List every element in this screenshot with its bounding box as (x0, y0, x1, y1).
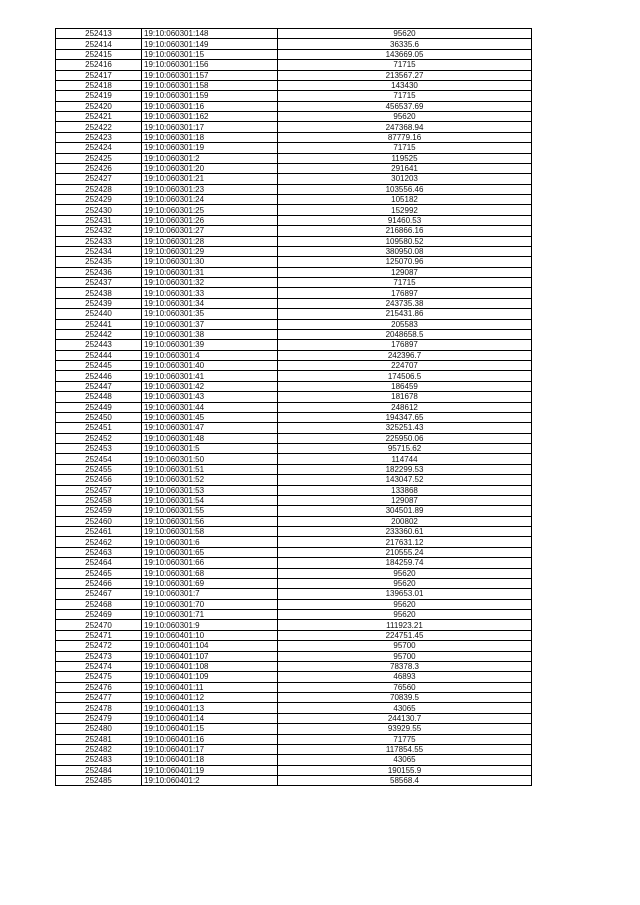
cadastral-number-cell: 19:10:060401:104 (142, 641, 278, 651)
row-number-cell: 252464 (56, 558, 142, 568)
table-row (56, 288, 532, 298)
table-row (56, 340, 532, 350)
cadastral-value-cell: 129087 (278, 495, 532, 505)
table-row (56, 495, 532, 505)
cadastral-value-cell: 216866.16 (278, 226, 532, 236)
cadastral-number-cell: 19:10:060401:108 (142, 661, 278, 671)
row-number-cell: 252415 (56, 49, 142, 59)
row-number-cell: 252484 (56, 765, 142, 775)
cadastral-value-cell: 46893 (278, 672, 532, 682)
cadastral-number-cell: 19:10:060301:39 (142, 340, 278, 350)
cadastral-value-cell: 301203 (278, 174, 532, 184)
row-number-cell: 252481 (56, 734, 142, 744)
cadastral-value-cell: 43065 (278, 755, 532, 765)
row-number-cell: 252485 (56, 776, 142, 786)
table-row (56, 226, 532, 236)
cadastral-value-cell: 247368.94 (278, 122, 532, 132)
row-number-cell: 252456 (56, 475, 142, 485)
cadastral-value-cell: 114744 (278, 454, 532, 464)
row-number-cell: 252450 (56, 412, 142, 422)
cadastral-number-cell: 19:10:060301:38 (142, 329, 278, 339)
cadastral-value-cell: 58568.4 (278, 776, 532, 786)
row-number-cell: 252417 (56, 70, 142, 80)
table-row (56, 734, 532, 744)
cadastral-number-cell: 19:10:060301:26 (142, 215, 278, 225)
row-number-cell: 252426 (56, 163, 142, 173)
cadastral-value-cell: 186459 (278, 381, 532, 391)
table-row (56, 122, 532, 132)
cadastral-number-cell: 19:10:060301:47 (142, 423, 278, 433)
row-number-cell: 252477 (56, 693, 142, 703)
row-number-cell: 252427 (56, 174, 142, 184)
cadastral-value-cell: 210555.24 (278, 547, 532, 557)
cadastral-number-cell: 19:10:060301:54 (142, 495, 278, 505)
cadastral-value-cell: 213567.27 (278, 70, 532, 80)
table-row (56, 402, 532, 412)
table-row (56, 610, 532, 620)
cadastral-number-cell: 19:10:060301:18 (142, 132, 278, 142)
cadastral-value-cell: 125070.96 (278, 257, 532, 267)
row-number-cell: 252467 (56, 589, 142, 599)
row-number-cell: 252457 (56, 485, 142, 495)
table-row (56, 174, 532, 184)
cadastral-value-cell: 248612 (278, 402, 532, 412)
row-number-cell: 252433 (56, 236, 142, 246)
table-row (56, 423, 532, 433)
table-row (56, 558, 532, 568)
cadastral-number-cell: 19:10:060301:52 (142, 475, 278, 485)
cadastral-value-cell: 71715 (278, 143, 532, 153)
cadastral-value-cell: 103556.46 (278, 184, 532, 194)
row-number-cell: 252420 (56, 101, 142, 111)
cadastral-number-cell: 19:10:060301:43 (142, 392, 278, 402)
cadastral-value-cell: 95620 (278, 599, 532, 609)
cadastral-value-cell: 233360.61 (278, 527, 532, 537)
table-row (56, 39, 532, 49)
row-number-cell: 252455 (56, 464, 142, 474)
row-number-cell: 252413 (56, 29, 142, 39)
cadastral-value-cell: 95620 (278, 578, 532, 588)
cadastral-number-cell: 19:10:060401:109 (142, 672, 278, 682)
cadastral-value-cell: 244130.7 (278, 713, 532, 723)
cadastral-number-cell: 19:10:060301:23 (142, 184, 278, 194)
row-number-cell: 252480 (56, 724, 142, 734)
row-number-cell: 252447 (56, 381, 142, 391)
table-row (56, 630, 532, 640)
cadastral-number-cell: 19:10:060301:159 (142, 91, 278, 101)
cadastral-value-cell: 95715.62 (278, 444, 532, 454)
cadastral-number-cell: 19:10:060301:31 (142, 267, 278, 277)
table-row (56, 672, 532, 682)
cadastral-number-cell: 19:10:060301:21 (142, 174, 278, 184)
table-row (56, 112, 532, 122)
table-row (56, 381, 532, 391)
cadastral-number-cell: 19:10:060301:157 (142, 70, 278, 80)
cadastral-number-cell: 19:10:060301:24 (142, 195, 278, 205)
row-number-cell: 252473 (56, 651, 142, 661)
table-row (56, 475, 532, 485)
cadastral-value-cell: 111923.21 (278, 620, 532, 630)
cadastral-number-cell: 19:10:060301:48 (142, 433, 278, 443)
cadastral-value-cell: 133868 (278, 485, 532, 495)
cadastral-number-cell: 19:10:060301:41 (142, 371, 278, 381)
cadastral-number-cell: 19:10:060301:158 (142, 80, 278, 90)
cadastral-value-cell: 71715 (278, 278, 532, 288)
table-row (56, 568, 532, 578)
cadastral-value-cell: 325251.43 (278, 423, 532, 433)
cadastral-number-cell: 19:10:060301:4 (142, 350, 278, 360)
table-row (56, 433, 532, 443)
cadastral-value-cell: 70839.5 (278, 693, 532, 703)
cadastral-value-cell: 76560 (278, 682, 532, 692)
row-number-cell: 252418 (56, 80, 142, 90)
cadastral-number-cell: 19:10:060401:107 (142, 651, 278, 661)
cadastral-number-cell: 19:10:060301:37 (142, 319, 278, 329)
row-number-cell: 252459 (56, 506, 142, 516)
row-number-cell: 252458 (56, 495, 142, 505)
cadastral-value-cell: 225950.06 (278, 433, 532, 443)
cadastral-value-cell: 95620 (278, 112, 532, 122)
row-number-cell: 252436 (56, 267, 142, 277)
cadastral-number-cell: 19:10:060301:28 (142, 236, 278, 246)
cadastral-value-cell: 380950.08 (278, 246, 532, 256)
row-number-cell: 252428 (56, 184, 142, 194)
row-number-cell: 252442 (56, 329, 142, 339)
cadastral-value-cell: 176897 (278, 340, 532, 350)
row-number-cell: 252470 (56, 620, 142, 630)
table-row (56, 309, 532, 319)
cadastral-value-cell: 36335.6 (278, 39, 532, 49)
cadastral-number-cell: 19:10:060301:53 (142, 485, 278, 495)
table-row (56, 91, 532, 101)
row-number-cell: 252437 (56, 278, 142, 288)
table-row (56, 278, 532, 288)
row-number-cell: 252469 (56, 610, 142, 620)
cadastral-number-cell: 19:10:060401:12 (142, 693, 278, 703)
row-number-cell: 252446 (56, 371, 142, 381)
cadastral-value-cell: 109580.52 (278, 236, 532, 246)
cadastral-value-cell: 291641 (278, 163, 532, 173)
table-row (56, 527, 532, 537)
cadastral-value-cell: 194347.65 (278, 412, 532, 422)
cadastral-value-cell: 176897 (278, 288, 532, 298)
table-row (56, 163, 532, 173)
cadastral-number-cell: 19:10:060301:33 (142, 288, 278, 298)
row-number-cell: 252449 (56, 402, 142, 412)
table-row (56, 693, 532, 703)
table-row (56, 547, 532, 557)
cadastral-number-cell: 19:10:060301:40 (142, 361, 278, 371)
table-row (56, 713, 532, 723)
table-row (56, 454, 532, 464)
cadastral-number-cell: 19:10:060301:65 (142, 547, 278, 557)
cadastral-number-cell: 19:10:060301:27 (142, 226, 278, 236)
row-number-cell: 252445 (56, 361, 142, 371)
table-row (56, 319, 532, 329)
row-number-cell: 252479 (56, 713, 142, 723)
cadastral-number-cell: 19:10:060301:44 (142, 402, 278, 412)
cadastral-value-cell: 117854.55 (278, 744, 532, 754)
row-number-cell: 252452 (56, 433, 142, 443)
row-number-cell: 252482 (56, 744, 142, 754)
row-number-cell: 252468 (56, 599, 142, 609)
row-number-cell: 252475 (56, 672, 142, 682)
table-row (56, 205, 532, 215)
cadastral-number-cell: 19:10:060301:56 (142, 516, 278, 526)
row-number-cell: 252439 (56, 298, 142, 308)
cadastral-value-cell: 181678 (278, 392, 532, 402)
cadastral-number-cell: 19:10:060301:148 (142, 29, 278, 39)
cadastral-value-cell: 93929.55 (278, 724, 532, 734)
cadastral-number-cell: 19:10:060301:66 (142, 558, 278, 568)
cadastral-value-cell: 139653.01 (278, 589, 532, 599)
table-row (56, 236, 532, 246)
cadastral-number-cell: 19:10:060401:10 (142, 630, 278, 640)
cadastral-value-cell: 43065 (278, 703, 532, 713)
cadastral-value-table (55, 28, 532, 786)
row-number-cell: 252472 (56, 641, 142, 651)
table-row (56, 724, 532, 734)
table-row (56, 392, 532, 402)
cadastral-value-cell: 215431.86 (278, 309, 532, 319)
cadastral-value-cell: 71715 (278, 60, 532, 70)
cadastral-number-cell: 19:10:060301:6 (142, 537, 278, 547)
table-row (56, 29, 532, 39)
table-row (56, 703, 532, 713)
table-row (56, 257, 532, 267)
cadastral-value-cell: 205583 (278, 319, 532, 329)
cadastral-value-cell: 119525 (278, 153, 532, 163)
cadastral-number-cell: 19:10:060301:2 (142, 153, 278, 163)
cadastral-value-cell: 105182 (278, 195, 532, 205)
cadastral-number-cell: 19:10:060401:19 (142, 765, 278, 775)
table-row (56, 755, 532, 765)
cadastral-value-cell: 304501.89 (278, 506, 532, 516)
table-row (56, 350, 532, 360)
table-row (56, 101, 532, 111)
row-number-cell: 252474 (56, 661, 142, 671)
table-row (56, 361, 532, 371)
table-body (56, 29, 532, 786)
row-number-cell: 252414 (56, 39, 142, 49)
table-row (56, 267, 532, 277)
cadastral-number-cell: 19:10:060301:55 (142, 506, 278, 516)
cadastral-value-cell: 243735.38 (278, 298, 532, 308)
table-row (56, 776, 532, 786)
table-row (56, 80, 532, 90)
row-number-cell: 252483 (56, 755, 142, 765)
cadastral-value-cell: 71715 (278, 91, 532, 101)
table-row (56, 143, 532, 153)
cadastral-number-cell: 19:10:060301:15 (142, 49, 278, 59)
cadastral-value-cell: 242396.7 (278, 350, 532, 360)
table-row (56, 412, 532, 422)
table-row (56, 620, 532, 630)
row-number-cell: 252421 (56, 112, 142, 122)
cadastral-value-cell: 200802 (278, 516, 532, 526)
table-row (56, 246, 532, 256)
row-number-cell: 252434 (56, 246, 142, 256)
cadastral-number-cell: 19:10:060301:20 (142, 163, 278, 173)
cadastral-number-cell: 19:10:060301:70 (142, 599, 278, 609)
table-row (56, 371, 532, 381)
row-number-cell: 252453 (56, 444, 142, 454)
cadastral-value-cell: 174506.5 (278, 371, 532, 381)
cadastral-number-cell: 19:10:060301:156 (142, 60, 278, 70)
cadastral-value-cell: 78378.3 (278, 661, 532, 671)
table-row (56, 578, 532, 588)
cadastral-value-cell: 143047.52 (278, 475, 532, 485)
table-row (56, 153, 532, 163)
row-number-cell: 252444 (56, 350, 142, 360)
row-number-cell: 252423 (56, 132, 142, 142)
row-number-cell: 252461 (56, 527, 142, 537)
table-row (56, 298, 532, 308)
row-number-cell: 252451 (56, 423, 142, 433)
row-number-cell: 252441 (56, 319, 142, 329)
cadastral-number-cell: 19:10:060401:16 (142, 734, 278, 744)
row-number-cell: 252465 (56, 568, 142, 578)
cadastral-number-cell: 19:10:060401:13 (142, 703, 278, 713)
row-number-cell: 252478 (56, 703, 142, 713)
cadastral-value-cell: 95700 (278, 651, 532, 661)
cadastral-number-cell: 19:10:060301:45 (142, 412, 278, 422)
cadastral-number-cell: 19:10:060301:9 (142, 620, 278, 630)
cadastral-value-cell: 2048658.5 (278, 329, 532, 339)
row-number-cell: 252438 (56, 288, 142, 298)
row-number-cell: 252460 (56, 516, 142, 526)
row-number-cell: 252431 (56, 215, 142, 225)
table-row (56, 485, 532, 495)
cadastral-number-cell: 19:10:060301:16 (142, 101, 278, 111)
cadastral-value-cell: 95620 (278, 568, 532, 578)
row-number-cell: 252419 (56, 91, 142, 101)
table-row (56, 765, 532, 775)
cadastral-number-cell: 19:10:060301:5 (142, 444, 278, 454)
cadastral-value-cell: 152992 (278, 205, 532, 215)
row-number-cell: 252454 (56, 454, 142, 464)
cadastral-value-cell: 91460.53 (278, 215, 532, 225)
row-number-cell: 252471 (56, 630, 142, 640)
table-row (56, 641, 532, 651)
cadastral-number-cell: 19:10:060401:14 (142, 713, 278, 723)
row-number-cell: 252435 (56, 257, 142, 267)
row-number-cell: 252425 (56, 153, 142, 163)
row-number-cell: 252430 (56, 205, 142, 215)
cadastral-number-cell: 19:10:060301:34 (142, 298, 278, 308)
cadastral-number-cell: 19:10:060401:18 (142, 755, 278, 765)
row-number-cell: 252416 (56, 60, 142, 70)
cadastral-number-cell: 19:10:060301:58 (142, 527, 278, 537)
cadastral-number-cell: 19:10:060401:17 (142, 744, 278, 754)
row-number-cell: 252462 (56, 537, 142, 547)
table-row (56, 464, 532, 474)
table-row (56, 599, 532, 609)
table-row (56, 682, 532, 692)
cadastral-number-cell: 19:10:060301:32 (142, 278, 278, 288)
cadastral-number-cell: 19:10:060301:25 (142, 205, 278, 215)
row-number-cell: 252424 (56, 143, 142, 153)
cadastral-number-cell: 19:10:060301:69 (142, 578, 278, 588)
cadastral-value-cell: 95700 (278, 641, 532, 651)
cadastral-value-cell: 95620 (278, 610, 532, 620)
cadastral-number-cell: 19:10:060401:15 (142, 724, 278, 734)
row-number-cell: 252476 (56, 682, 142, 692)
table-row (56, 516, 532, 526)
cadastral-number-cell: 19:10:060401:2 (142, 776, 278, 786)
table-row (56, 60, 532, 70)
cadastral-number-cell: 19:10:060301:19 (142, 143, 278, 153)
cadastral-value-cell: 71775 (278, 734, 532, 744)
cadastral-number-cell: 19:10:060301:42 (142, 381, 278, 391)
table-row (56, 506, 532, 516)
table-row (56, 132, 532, 142)
cadastral-number-cell: 19:10:060301:17 (142, 122, 278, 132)
cadastral-number-cell: 19:10:060401:11 (142, 682, 278, 692)
row-number-cell: 252466 (56, 578, 142, 588)
cadastral-value-cell: 143669.05 (278, 49, 532, 59)
row-number-cell: 252429 (56, 195, 142, 205)
cadastral-value-cell: 190155.9 (278, 765, 532, 775)
table-row (56, 329, 532, 339)
cadastral-value-cell: 95620 (278, 29, 532, 39)
cadastral-number-cell: 19:10:060301:29 (142, 246, 278, 256)
table-row (56, 444, 532, 454)
table-row (56, 589, 532, 599)
table-row (56, 651, 532, 661)
cadastral-number-cell: 19:10:060301:51 (142, 464, 278, 474)
cadastral-number-cell: 19:10:060301:68 (142, 568, 278, 578)
cadastral-number-cell: 19:10:060301:162 (142, 112, 278, 122)
cadastral-number-cell: 19:10:060301:35 (142, 309, 278, 319)
table-row (56, 744, 532, 754)
row-number-cell: 252463 (56, 547, 142, 557)
cadastral-value-cell: 184259.74 (278, 558, 532, 568)
cadastral-number-cell: 19:10:060301:71 (142, 610, 278, 620)
row-number-cell: 252422 (56, 122, 142, 132)
table-row (56, 537, 532, 547)
table-row (56, 215, 532, 225)
row-number-cell: 252448 (56, 392, 142, 402)
cadastral-value-cell: 129087 (278, 267, 532, 277)
table-row (56, 49, 532, 59)
cadastral-value-cell: 87779.16 (278, 132, 532, 142)
row-number-cell: 252440 (56, 309, 142, 319)
cadastral-number-cell: 19:10:060301:149 (142, 39, 278, 49)
table-row (56, 661, 532, 671)
cadastral-number-cell: 19:10:060301:30 (142, 257, 278, 267)
cadastral-value-cell: 217631.12 (278, 537, 532, 547)
cadastral-value-cell: 143430 (278, 80, 532, 90)
cadastral-number-cell: 19:10:060301:7 (142, 589, 278, 599)
cadastral-value-cell: 456537.69 (278, 101, 532, 111)
table-row (56, 70, 532, 80)
row-number-cell: 252432 (56, 226, 142, 236)
cadastral-value-cell: 182299.53 (278, 464, 532, 474)
cadastral-value-cell: 224707 (278, 361, 532, 371)
cadastral-number-cell: 19:10:060301:50 (142, 454, 278, 464)
cadastral-value-cell: 224751.45 (278, 630, 532, 640)
table-row (56, 195, 532, 205)
table-row (56, 184, 532, 194)
row-number-cell: 252443 (56, 340, 142, 350)
